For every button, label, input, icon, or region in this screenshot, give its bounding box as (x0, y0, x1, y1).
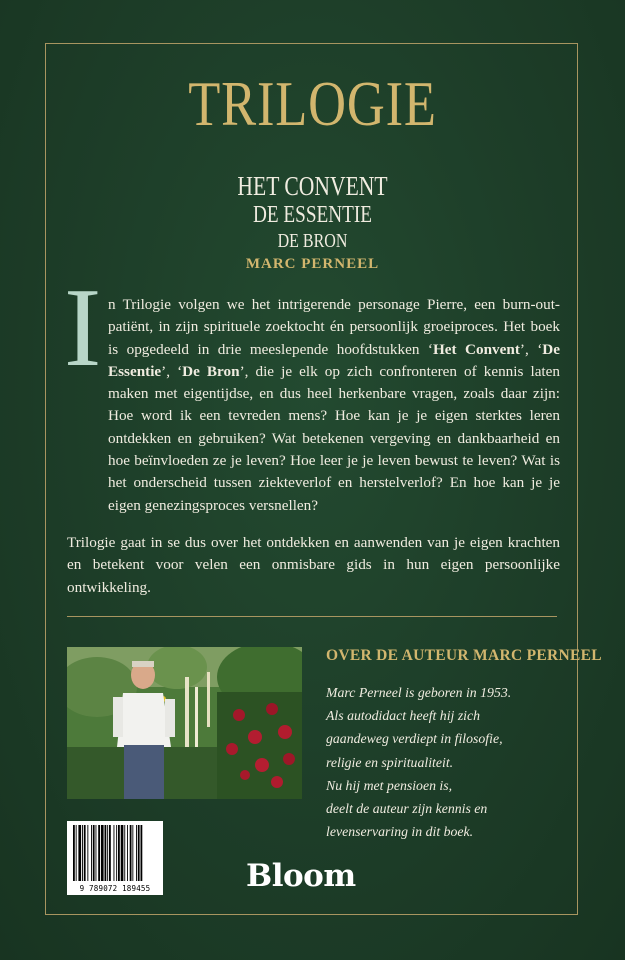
publisher-logo: Bloom (246, 858, 356, 894)
barcode-bars (67, 821, 163, 883)
book-title: TRILOGIE (188, 68, 437, 139)
bio-line: Als autodidact heeft hij zich (326, 708, 481, 724)
isbn-digits: 9 789072 189455 (79, 884, 151, 893)
bio-line: Marc Perneel is geboren in 1953. (326, 685, 512, 700)
about-author-heading: OVER DE AUTEUR MARC PERNEEL (326, 647, 602, 664)
drop-cap: I (64, 266, 102, 390)
subtitle-het-convent: HET CONVENT (237, 171, 388, 201)
divider (67, 616, 557, 617)
isbn-barcode (67, 821, 163, 895)
subtitle-de-bron: DE BRON (277, 230, 348, 252)
bio-line: Nu hij met pensioen is, (326, 777, 453, 793)
bio-line: gaandeweg verdiept in filosofie, (326, 731, 503, 747)
bio-line: religie en spiritualiteit. (326, 754, 454, 770)
blurb-paragraph-1: n Trilogie volgen we het intrigerende personage Pierre, een burn-out-patiënt, in zijn spirituele zoektocht én persoonlijk groeiproces. Het boek is opgedeeld in drie meeslepende hoofdstukken ‘Het Convent’, ‘De Essentie’, ‘De Bron’, die je elk op zich confronteren of kennis laten maken met eigentijdse, en dus heel herkenbare vragen, zoals daar zijn: Hoe word ik een tevreden mens? Hoe kan je je eigen sterktes leren ontdekken en gebruiken? Wat betekenen vergeving en dankbaarheid en hoe beïnvloeden ze je leven? Hoe leer je je leven bewust te leven? Wat is het onderscheid tussen ziekteverlof en herstelverlof? En hoe kan je je eigen genezingsproces versnellen? (108, 296, 560, 514)
blurb-paragraph-2: Trilogie gaat in se dus over het ontdekken en aanwenden van je eigen krachten en betekent voor velen een onmisbare gids in hun eigen persoonlijke ontwikkeling. (67, 534, 560, 596)
bio-line: levenservaring in dit boek. (326, 824, 474, 840)
author-photo (67, 647, 302, 799)
subtitle-de-essentie: DE ESSENTIE (253, 202, 372, 228)
bio-line: deelt de auteur zijn kennis en (326, 801, 488, 817)
author-name: MARC PERNEEL (245, 256, 380, 272)
author-bio (326, 681, 566, 843)
